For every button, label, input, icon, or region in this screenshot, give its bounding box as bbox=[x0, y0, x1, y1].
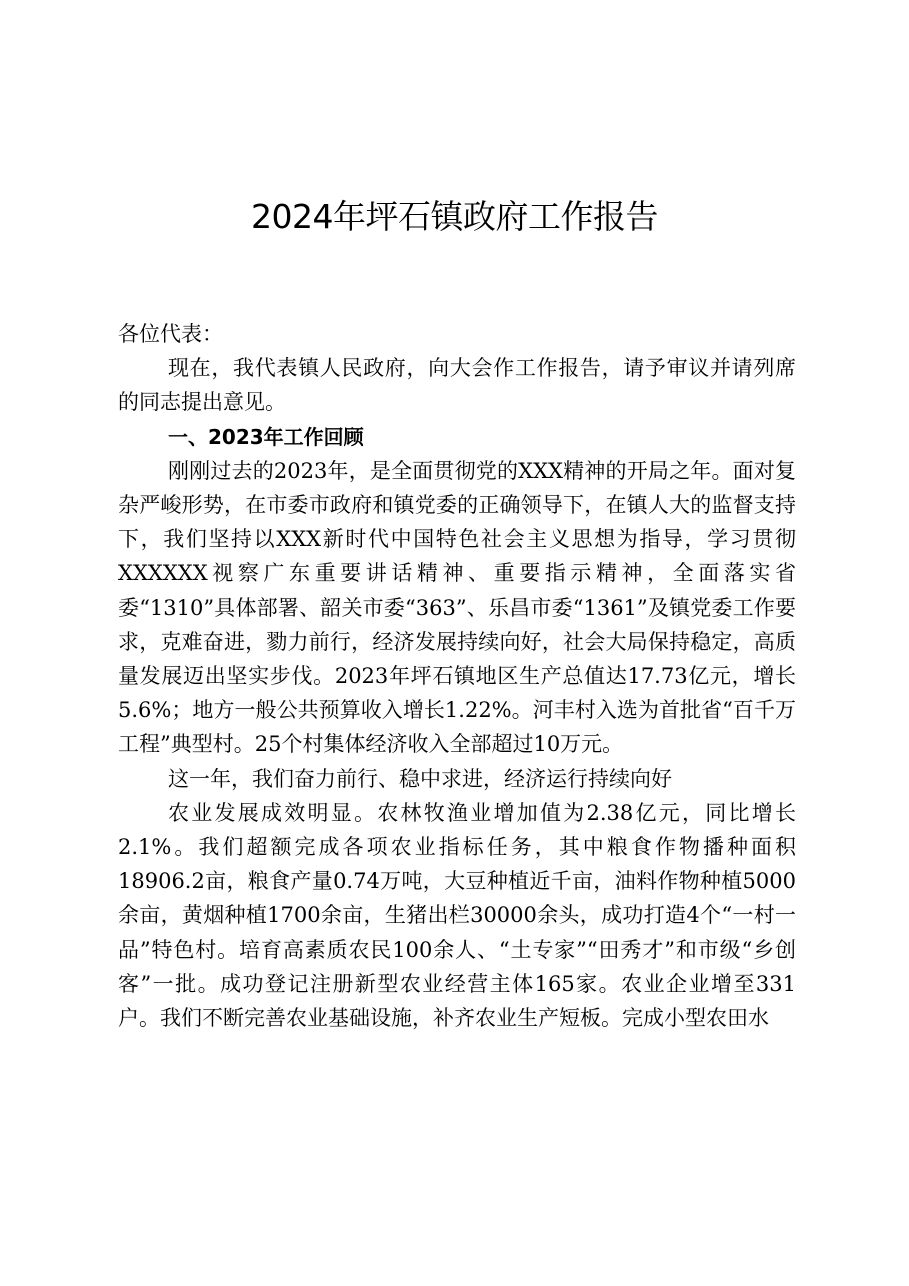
section-heading: 一、2023年工作回顾 bbox=[168, 424, 364, 449]
agriculture-paragraph: 农业发展成效明显。农林牧渔业增加值为2.38亿元，同比增长2.1%。我们超额完成各项农业指标任务，其中粮食作物播种面积18906.2亩，粮食产量0.74万吨，大豆种植近千亩，油料作物种植5000余亩，黄烟种植1700余亩，生猪出栏30000余头，成功打造4个“一村一品”特色村。培育高素质农民100余人、“土专家”“田秀才”和市级“乡创客”一批。成功登记注册新型农业经营主体165家。农业企业增至331户。我们不断完善农业基础设施，补齐农业生产短板。完成小型农田水 bbox=[118, 800, 796, 1031]
document-body bbox=[118, 317, 796, 1035]
intro-paragraph: 现在，我代表镇人民政府，向大会作工作报告，请予审议并请列席的同志提出意见。 bbox=[118, 356, 796, 415]
document-title: 2024年坪石镇政府工作报告 bbox=[251, 197, 658, 236]
economy-summary-paragraph: 这一年，我们奋力前行、稳中求进，经济运行持续向好 bbox=[168, 766, 672, 791]
review-paragraph: 刚刚过去的2023年，是全面贯彻党的XXX精神的开局之年。面对复杂严峻形势，在市委市政府和镇党委的正确领导下，在镇人大的监督支持下，我们坚持以XXX新时代中国特色社会主义思想为指导，学习贯彻XXXXXX视察广东重要讲话精神、重要指示精神，全面落实省委“1310”具体部署、韶关市委“363”、乐昌市委“1361”及镇党委工作要求，克难奋进，勠力前行，经济发展持续向好，社会大局保持稳定，高质量发展迈出坚实步伐。2023年坪石镇地区生产总值达17.73亿元，增长5.6%；地方一般公共预算收入增长1.22%。河丰村入选为首批省“百千万工程”典型村。25个村集体经济收入全部超过10万元。 bbox=[118, 458, 796, 757]
salutation: 各位代表： bbox=[118, 322, 223, 346]
